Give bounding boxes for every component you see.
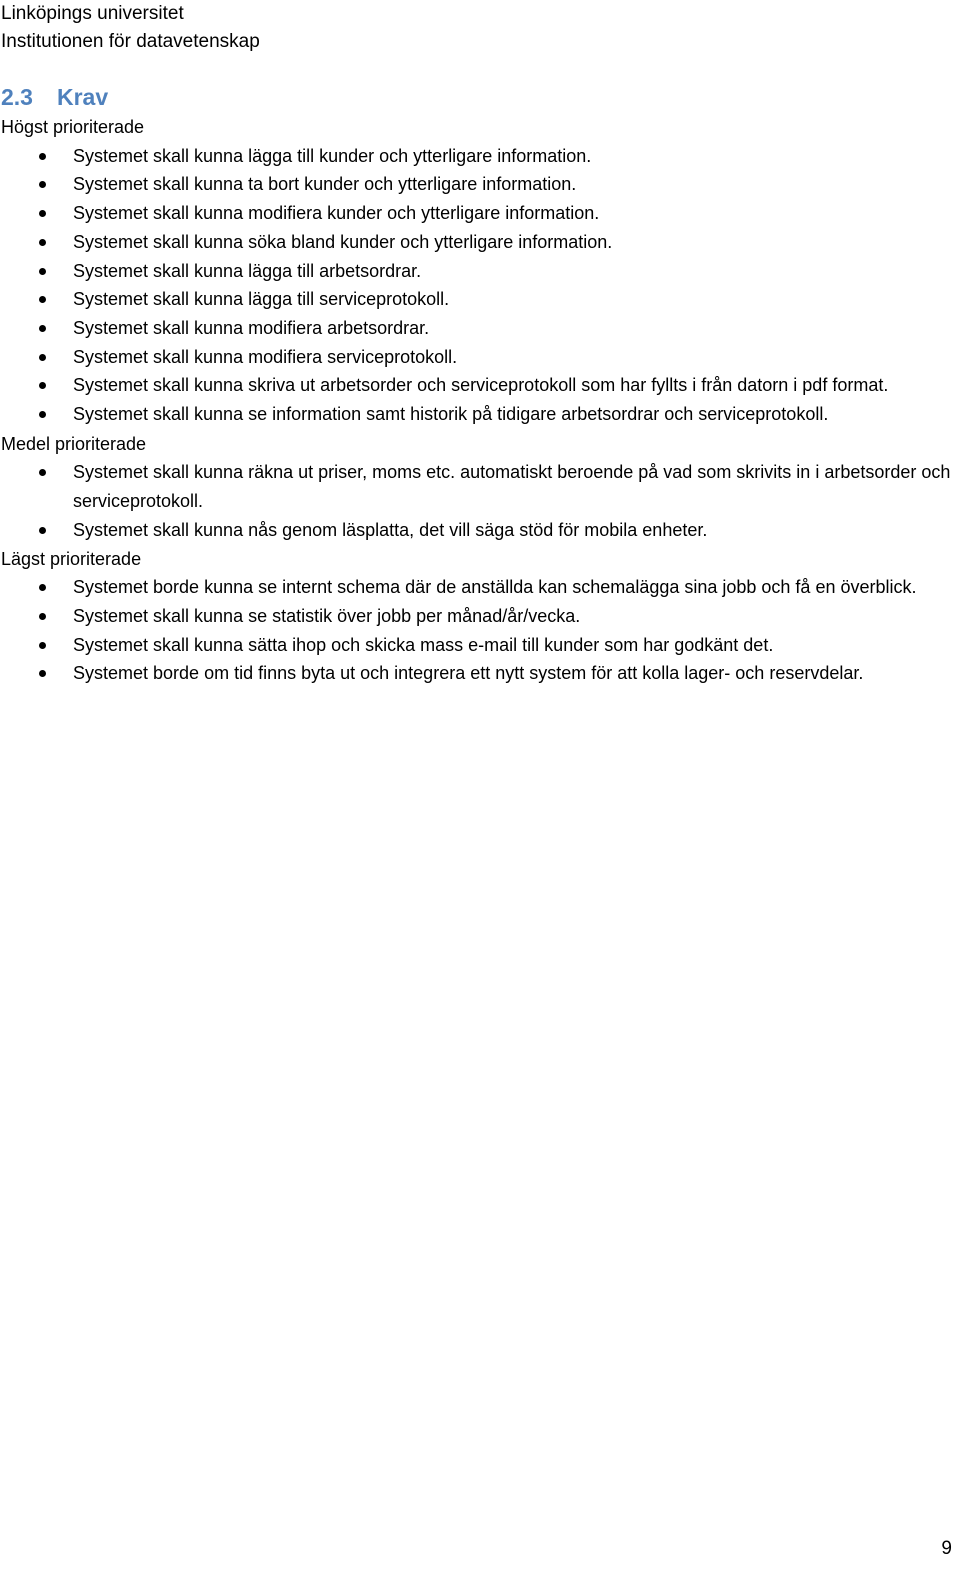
list-item [1,400,956,429]
bullet-icon [39,268,46,275]
list-item [1,516,956,545]
list-item [1,343,956,372]
requirements-list-medium [1,458,956,544]
bullet-icon [39,210,46,217]
requirement-text: Systemet skall kunna modifiera arbetsordrar. [73,317,430,338]
list-item [1,314,956,343]
requirement-text: Systemet skall kunna räkna ut priser, moms etc. automatiskt beroende på vad som skrivits in i arbetsorder och serviceprotokoll. [73,462,951,512]
list-item [1,142,956,171]
section-heading [1,82,108,112]
requirement-text: Systemet skall kunna nås genom läsplatta, det vill säga stöd för mobila enheter. [73,519,708,540]
list-item [1,199,956,228]
requirement-text: Systemet borde kunna se internt schema där de anställda kan schemalägga sina jobb och få en överblick. [73,577,917,598]
list-item [1,631,956,660]
requirement-text: Systemet skall kunna skriva ut arbetsorder och serviceprotokoll som har fyllts i från datorn i pdf format. [73,375,889,396]
list-item [1,257,956,286]
section-number: 2.3 [1,84,33,110]
requirement-text: Systemet skall kunna lägga till serviceprotokoll. [73,289,450,310]
priority-group-title-low: Lägst prioriterade [1,548,142,569]
requirements-list-low [1,573,956,688]
bullet-icon [39,181,46,188]
bullet-icon [39,296,46,303]
list-item [1,371,956,400]
priority-group-title-medium: Medel prioriterade [1,433,147,454]
list-item [1,170,956,199]
university-name: Linköpings universitet [1,3,184,24]
requirement-text: Systemet skall kunna modifiera serviceprotokoll. [73,346,458,367]
requirement-text: Systemet skall kunna se statistik över jobb per månad/år/vecka. [73,605,581,626]
bullet-icon [39,584,46,591]
list-item [1,285,956,314]
bullet-icon [39,354,46,361]
page-number: 9 [941,1538,952,1559]
requirement-text: Systemet borde om tid finns byta ut och integrera ett nytt system för att kolla lager- och reservdelar. [73,663,864,684]
list-item [1,228,956,257]
requirement-text: Systemet skall kunna lägga till kunder och ytterligare information. [73,145,592,166]
priority-group-title-high: Högst prioriterade [1,117,145,137]
bullet-icon [39,382,46,389]
document-header [1,0,260,56]
requirement-text: Systemet skall kunna ta bort kunder och ytterligare information. [73,174,577,195]
list-item [1,573,956,602]
bullet-icon [39,527,46,534]
requirements-content [1,113,956,688]
list-item [1,602,956,631]
bullet-icon [39,153,46,160]
bullet-icon [39,411,46,418]
bullet-icon [39,239,46,246]
list-item [1,458,956,515]
bullet-icon [39,670,46,677]
requirement-text: Systemet skall kunna modifiera kunder och ytterligare information. [73,203,600,224]
requirements-list-high [1,142,956,429]
requirement-text: Systemet skall kunna sätta ihop och skicka mass e-mail till kunder som har godkänt det. [73,634,774,655]
department-name: Institutionen för datavetenskap [1,31,260,52]
section-title: Krav [57,84,109,110]
requirement-text: Systemet skall kunna se information samt historik på tidigare arbetsordrar och serviceprotokoll. [73,404,829,425]
bullet-icon [39,325,46,332]
list-item [1,659,956,688]
bullet-icon [39,642,46,649]
requirement-text: Systemet skall kunna lägga till arbetsordrar. [73,260,422,281]
bullet-icon [39,613,46,620]
requirement-text: Systemet skall kunna söka bland kunder och ytterligare information. [73,231,613,252]
bullet-icon [39,469,46,476]
